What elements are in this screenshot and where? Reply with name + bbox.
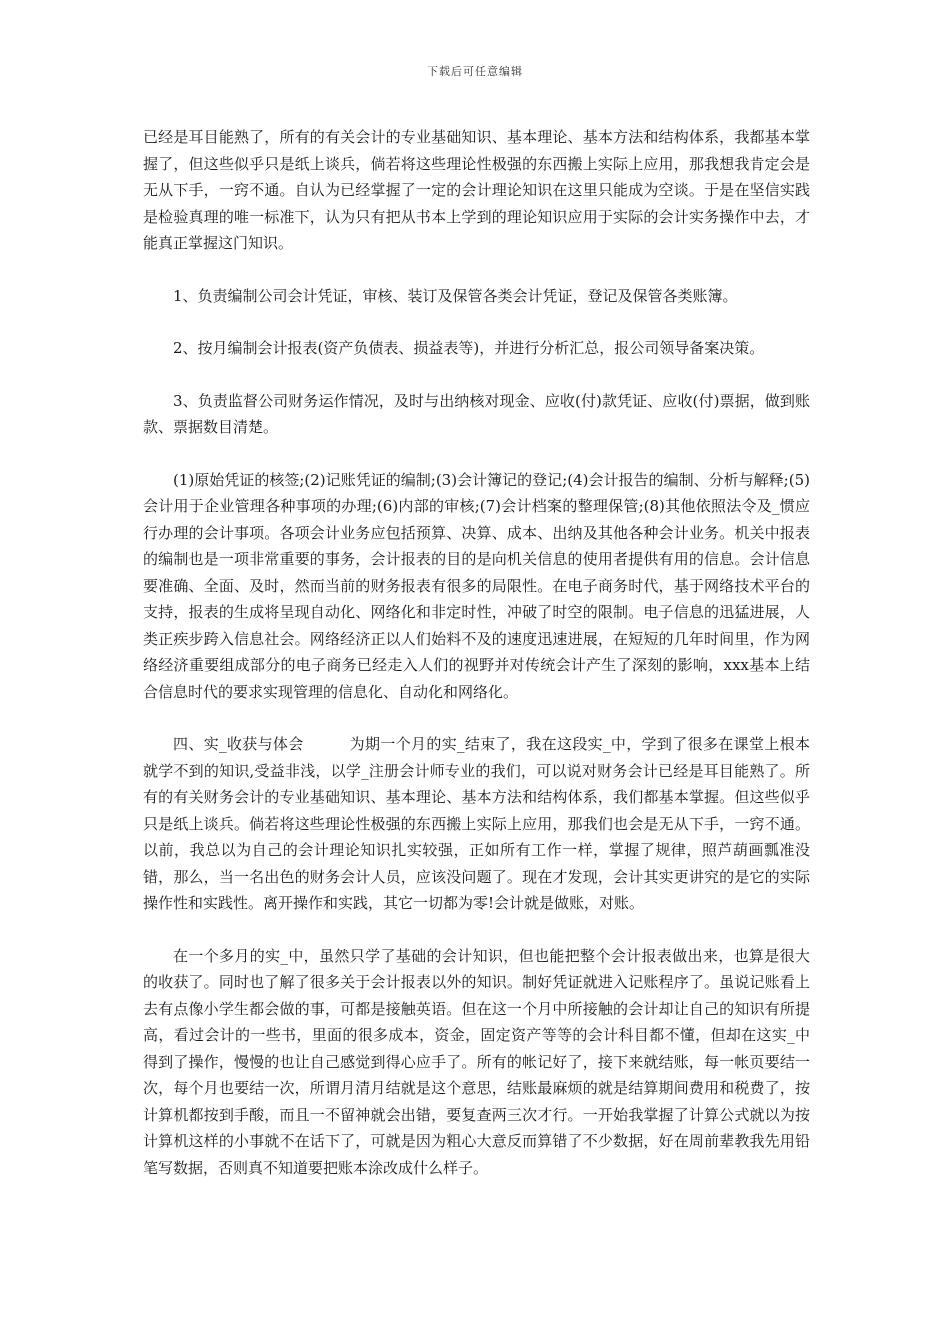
document-body bbox=[143, 124, 810, 1207]
paragraph-accounting-items: (1)原始凭证的核签;(2)记账凭证的编制;(3)会计簿记的登记;(4)会计报告的编制、分析与解释;(5)会计用于企业管理各种事项的办理;(6)内部的审核;(7)会计档案的整理保管;(8)其他依照法令及_惯应行办理的会计事项。各项会计业务应包括预算、决算、成本、出纳及其他各种会计业务。机关中报表的编制也是一项非常重要的事务，会计报表的目的是向机关信息的使用者提供有用的信息。会计信息要准确、全面、及时，然而当前的财务报表有很多的局限性。在电子商务时代，基于网络技术平台的支持，报表的生成将呈现自动化、网络化和非定时性，冲破了时空的限制。电子信息的迅猛进展，人类正疾步跨入信息社会。网络经济正以人们始料不及的速度迅速进展，在短短的几年时间里，作为网络经济重要组成部分的电子商务已经走入人们的视野并对传统会计产生了深刻的影响，xxx基本上结合信息时代的要求实现管理的信息化、自动化和网络化。 bbox=[143, 470, 810, 701]
paragraph-duty-3: 3、负责监督公司财务运作情况，及时与出纳核对现金、应收(付)款凭证、应收(付)票据，做到账款、票据数目清楚。 bbox=[143, 391, 810, 436]
paragraph-experience: 在一个多月的实_中，虽然只学了基础的会计知识，但也能把整个会计报表做出来，也算是很大的收获了。同时也了解了很多关于会计报表以外的知识。制好凭证就进入记账程序了。虽说记账看上去有点像小学生都会做的事，可都是接触英语。但在这一个月中所接触的会计却让自己的知识有所提高，看过会计的一些书，里面的很多成本，资金，固定资产等等的会计科目都不懂，但却在这实_中得到了操作，慢慢的也让自己感觉到得心应手了。所有的帐记好了，接下来就结账，每一帐页要结一次，每个月也要结一次，所谓月清月结就是这个意思，结账最麻烦的就是结算期间费用和税费了，按计算机都按到手酸，而且一不留神就会出错，要复查两三次才行。一开始我掌握了计算公式就以为按计算机这样的小事就不在话下了，可就是因为粗心大意反而算错了不少数据，好在周前辈教我先用铅笔写数据，否则真不知道要把账本涂改成什么样子。 bbox=[143, 946, 810, 1177]
paragraph-section-four: 四、实_收获与体会 为期一个月的实_结束了，我在这段实_中，学到了很多在课堂上根本就学不到的知识,受益非浅，以学_注册会计师专业的我们，可以说对财务会计已经是耳目能熟了。所有的有关财务会计的专业基础知识、基本理论、基本方法和结构体系，我们都基本掌握。但这些似乎只是纸上谈兵。倘若将这些理论性极强的东西搬上实际上应用，那我们也会是无从下手，一窍不通。以前，我总以为自己的会计理论知识扎实较强，正如所有工作一样，掌握了规律，照芦葫画瓢准没错，那么，当一名出色的财务会计人员，应该没问题了。现在才发现，会计其实更讲究的是它的实际操作性和实践性。离开操作和实践，其它一切都为零!会计就是做账，对账。 bbox=[143, 735, 810, 912]
paragraph-intro: 已经是耳目能熟了，所有的有关会计的专业基础知识、基本理论、基本方法和结构体系，我都基本掌握了，但这些似乎只是纸上谈兵，倘若将这些理论性极强的东西搬上实际上应用，那我想我肯定会是无从下手，一窍不通。自认为已经掌握了一定的会计理论知识在这里只能成为空谈。于是在坚信实践是检验真理的唯一标准下，认为只有把从书本上学到的理论知识应用于实际的会计实务操作中去，才能真正掌握这门知识。 bbox=[143, 128, 810, 252]
paragraph-duty-2: 2、按月编制会计报表(资产负债表、损益表等)，并进行分析汇总，报公司领导备案决策。 bbox=[173, 339, 765, 357]
page-header: 下载后可任意编辑 bbox=[427, 65, 523, 78]
paragraph-duty-1: 1、负责编制公司会计凭证，审核、装订及保管各类会计凭证，登记及保管各类账簿。 bbox=[173, 286, 738, 305]
